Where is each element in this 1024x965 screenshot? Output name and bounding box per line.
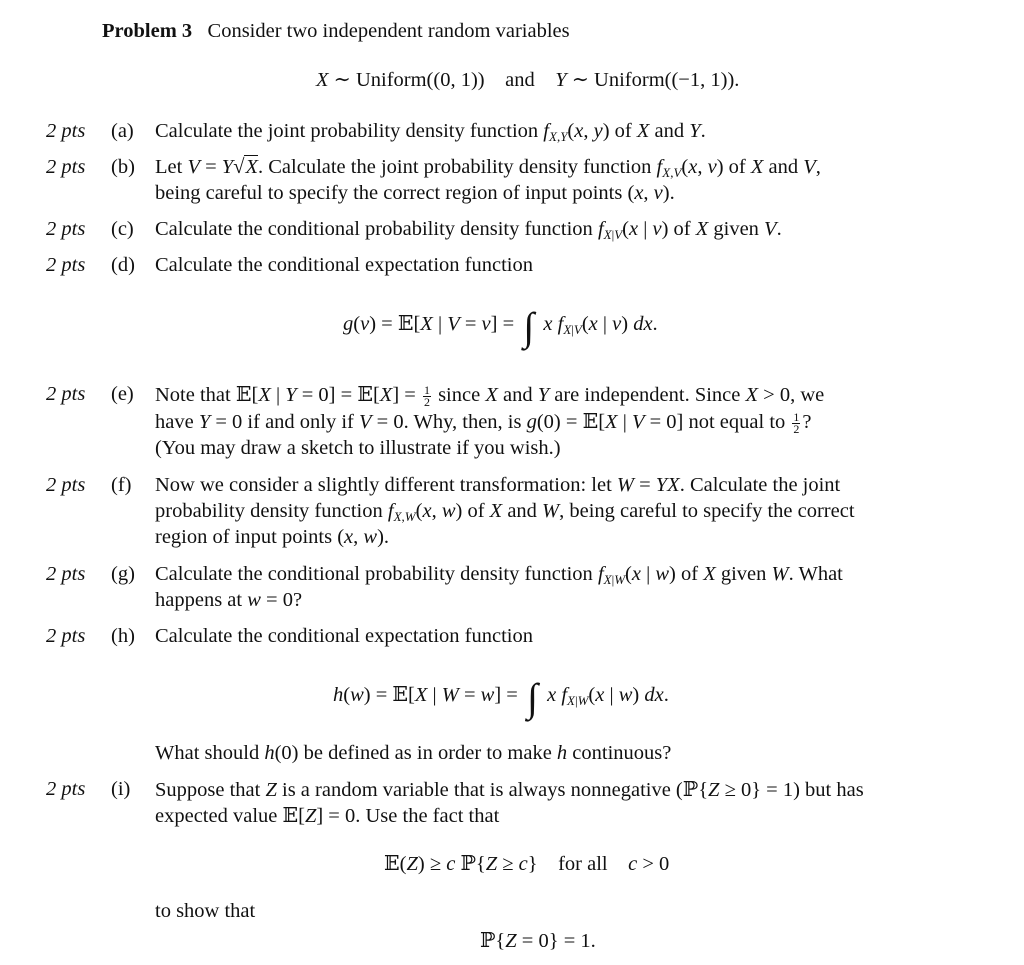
part-label-f: (f): [111, 474, 132, 496]
points-b: 2 pts: [46, 156, 86, 178]
points-i: 2 pts: [46, 778, 86, 800]
part-label-b: (b): [111, 156, 135, 178]
part-b-line2: being careful to specify the correct region of input points (x, v).: [155, 182, 675, 204]
part-e-line2: have Y = 0 if and only if V = 0. Why, then, is g(0) = 𝔼[X | V = 0] not equal to $\frac{1}{2}$ ?: [155, 409, 812, 436]
points-c: 2 pts: [46, 218, 86, 240]
part-g-line2: happens at w = 0?: [155, 589, 303, 611]
part-a-sentence: Calculate the joint probability density function: [155, 120, 539, 142]
markov-inequality: 𝔼(Z) ≥ c ℙ{Z ≥ c} for all c > 0: [384, 851, 670, 875]
part-i-line2: expected value 𝔼[Z] = 0. Use the fact that: [155, 803, 500, 827]
part-h-text: Calculate the conditional expectation function: [155, 625, 533, 647]
distribution-equation: X ∼ Uniform((0, 1)) and Y ∼ Uniform((−1, 1)).: [316, 69, 740, 91]
part-g-line1: Calculate the conditional probability density function $f_{X|W}(x$ | w) of X given W. What: [155, 563, 843, 587]
part-label-a: (a): [111, 120, 134, 142]
problem-intro: Consider two independent random variables: [207, 20, 570, 42]
part-c-sentence: Calculate the conditional probability density function: [155, 218, 593, 240]
part-label-g: (g): [111, 563, 135, 585]
problem-header: [102, 18, 570, 44]
part-g-sentence: Calculate the conditional probability density function: [155, 563, 593, 585]
part-c-text: Calculate the conditional probability density function $f_{X|V}(x$ | v) of X given V.: [155, 218, 782, 242]
part-i-line1: Suppose that Z is a random variable that is always nonnegative (ℙ{Z ≥ 0} = 1) but has: [155, 777, 864, 801]
points-a: 2 pts: [46, 120, 86, 142]
part-a-text: Calculate the joint probability density function $f_{X,Y}(x$, y) of X and Y.: [155, 120, 706, 144]
part-label-d: (d): [111, 254, 135, 276]
part-f-line2: probability density function $f_{X,W}(x$, w) of X and W, being careful to specify the correct: [155, 500, 855, 524]
part-e-line1: Note that 𝔼[X | Y = 0] = 𝔼[X] = $\frac{1}{2}$ since X and Y are independent. Since X > 0, we: [155, 382, 825, 409]
part-f-line1: Now we consider a slightly different transformation: let W = YX. Calculate the joint: [155, 474, 841, 496]
part-f-line3: region of input points (x, w).: [155, 526, 390, 548]
part-label-e: (e): [111, 383, 134, 405]
points-g: 2 pts: [46, 563, 86, 585]
points-h: 2 pts: [46, 625, 86, 647]
part-i-line2a: expected value: [155, 805, 278, 827]
part-label-h: (h): [111, 625, 135, 647]
part-label-i: (i): [111, 778, 131, 800]
problem-label: Problem 3: [102, 20, 193, 42]
points-e: 2 pts: [46, 383, 86, 405]
part-label-c: (c): [111, 218, 134, 240]
points-d: 2 pts: [46, 254, 86, 276]
part-h-follow-text: be defined as in order to make: [303, 742, 552, 764]
g-definition-equation: g(v) = 𝔼[X | V = v] = ∫ x $f_{X|V}(x$ | v) dx.: [343, 304, 658, 349]
part-i-line2b: . Use the fact that: [355, 805, 500, 827]
part-b-line1: Let V = Y√X. Calculate the joint probability density function $f_{X,V}(x$, v) of X and V,: [155, 156, 821, 180]
part-i-lead: to show that: [155, 900, 256, 922]
part-b-sentence: being careful to specify the correct region of input points: [155, 182, 623, 204]
h-definition-equation: h(w) = 𝔼[X | W = w] = ∫ x $f_{X|W}(x$ | w) dx.: [333, 675, 669, 720]
part-e-line3: (You may draw a sketch to illustrate if you wish.): [155, 437, 561, 459]
conclusion-equation: ℙ{Z = 0} = 1.: [480, 928, 596, 952]
part-h-followup: What should h(0) be defined as in order to make h continuous?: [155, 742, 672, 764]
part-d-text: Calculate the conditional expectation function: [155, 254, 533, 276]
points-f: 2 pts: [46, 474, 86, 496]
